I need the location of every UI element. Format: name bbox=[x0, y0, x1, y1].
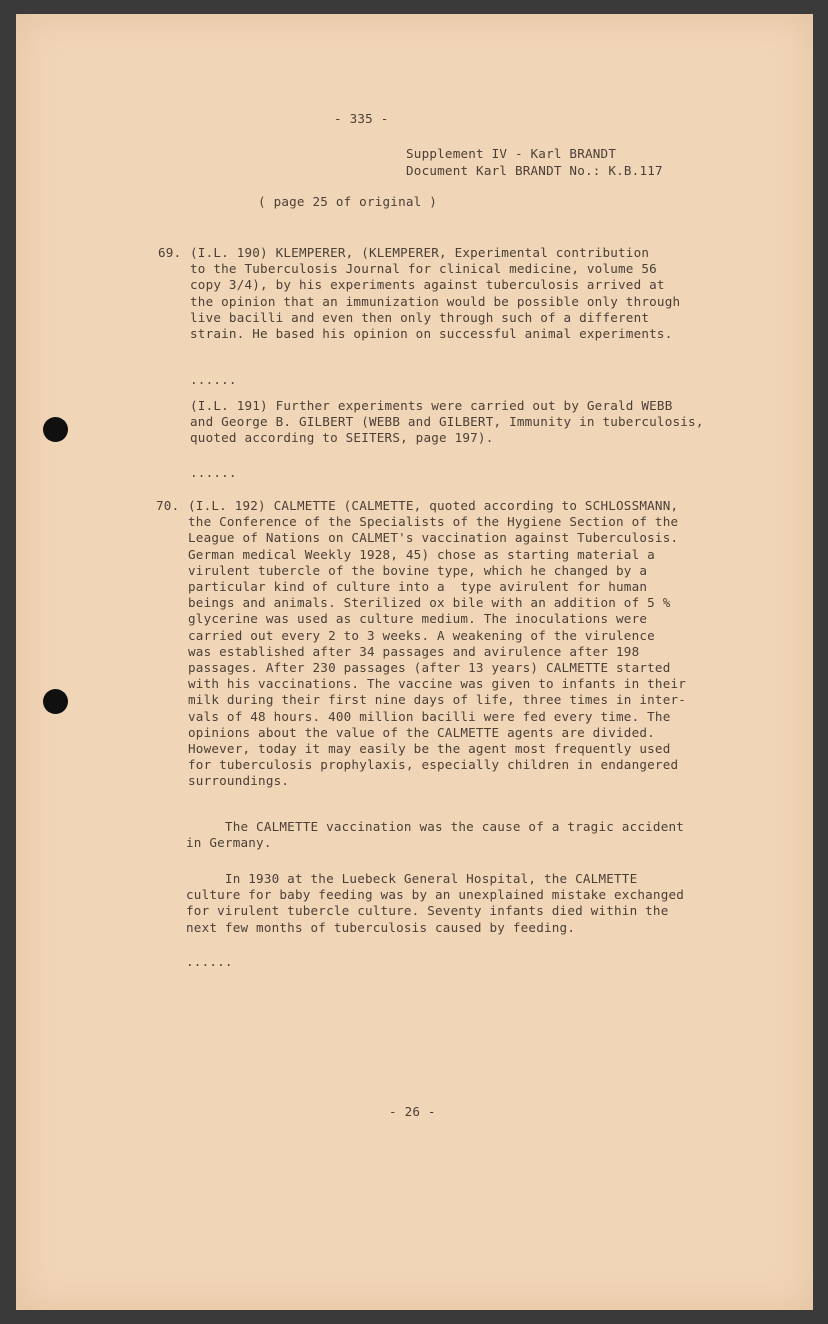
paragraph-line: milk during their first nine days of life, three times in inter- bbox=[188, 692, 687, 708]
paragraph-line: glycerine was used as culture medium. The inoculations were bbox=[188, 611, 648, 627]
paragraph-line: the Conference of the Specialists of the Hygiene Section of the bbox=[188, 514, 679, 530]
ellipsis: ...... bbox=[186, 954, 233, 969]
paragraph-line: vals of 48 hours. 400 million bacilli were fed every time. The bbox=[188, 708, 671, 724]
paragraph-line: passages. After 230 passages (after 13 years) CALMETTE started bbox=[188, 660, 671, 676]
supplement-heading: Supplement IV - Karl BRANDT bbox=[406, 146, 617, 161]
paragraph-line: The CALMETTE vaccination was the cause of a tragic accident bbox=[186, 819, 685, 834]
paragraph-line: culture for baby feeding was by an unexplained mistake exchanged bbox=[186, 887, 685, 903]
ellipsis: ...... bbox=[190, 465, 237, 480]
paragraph-line: to the Tuberculosis Journal for clinical medicine, volume 56 bbox=[190, 261, 657, 277]
paragraph-line: In 1930 at the Luebeck General Hospital, the CALMETTE bbox=[186, 871, 638, 886]
paragraph-line: German medical Weekly 1928, 45) chose as starting material a bbox=[188, 546, 655, 562]
document-reference: Document Karl BRANDT No.: K.B.117 bbox=[406, 163, 663, 178]
paragraph-line: League of Nations on CALMET's vaccination against Tuberculosis. bbox=[188, 530, 679, 546]
paragraph-line: quoted according to SEITERS, page 197). bbox=[190, 430, 494, 446]
paragraph-line: live bacilli and even then only through such of a different bbox=[190, 309, 650, 325]
original-page-reference: ( page 25 of original ) bbox=[258, 194, 437, 209]
item-69-paragraph bbox=[190, 245, 680, 342]
document-page bbox=[16, 14, 813, 1310]
calmette-accident-paragraph bbox=[186, 819, 684, 851]
paragraph-line: the opinion that an immunization would be possible only through bbox=[190, 293, 681, 309]
luebeck-paragraph bbox=[186, 871, 684, 936]
paragraph-line: surroundings. bbox=[188, 773, 290, 789]
paragraph-line: (I.L. 190) KLEMPERER, (KLEMPERER, Experimental contribution bbox=[190, 245, 650, 260]
paragraph-line: strain. He based his opinion on successful animal experiments. bbox=[190, 326, 673, 342]
item-70-paragraph bbox=[188, 498, 686, 790]
paragraph-line: and George B. GILBERT (WEBB and GILBERT, Immunity in tuberculosis, bbox=[190, 414, 704, 430]
paragraph-line: particular kind of culture into a type avirulent for human bbox=[188, 579, 648, 595]
paragraph-line: with his vaccinations. The vaccine was given to infants in their bbox=[188, 676, 687, 692]
punch-hole bbox=[43, 417, 68, 442]
item-number-70: 70. bbox=[156, 498, 180, 513]
paragraph-line: carried out every 2 to 3 weeks. A weakening of the virulence bbox=[188, 627, 655, 643]
item-69-continuation bbox=[190, 398, 704, 447]
item-number-69: 69. bbox=[158, 245, 182, 260]
paragraph-line: However, today it may easily be the agent most frequently used bbox=[188, 741, 671, 757]
paragraph-line: was established after 34 passages and avirulence after 198 bbox=[188, 643, 640, 659]
punch-hole bbox=[43, 689, 68, 714]
paragraph-line: for virulent tubercle culture. Seventy infants died within the bbox=[186, 903, 669, 919]
paragraph-line: (I.L. 192) CALMETTE (CALMETTE, quoted according to SCHLOSSMANN, bbox=[188, 498, 679, 513]
paragraph-line: next few months of tuberculosis caused by feeding. bbox=[186, 919, 576, 935]
paragraph-line: virulent tubercle of the bovine type, which he changed by a bbox=[188, 562, 648, 578]
paragraph-line: copy 3/4), by his experiments against tuberculosis arrived at bbox=[190, 277, 665, 293]
ellipsis: ...... bbox=[190, 372, 237, 387]
paragraph-line: beings and animals. Sterilized ox bile with an addition of 5 % bbox=[188, 595, 671, 611]
top-page-number: - 335 - bbox=[334, 111, 389, 126]
paragraph-line: for tuberculosis prophylaxis, especially children in endangered bbox=[188, 757, 679, 773]
paragraph-line: in Germany. bbox=[186, 835, 272, 851]
paragraph-line: opinions about the value of the CALMETTE agents are divided. bbox=[188, 724, 655, 740]
paragraph-line: (I.L. 191) Further experiments were carried out by Gerald WEBB bbox=[190, 398, 673, 413]
bottom-page-number: - 26 - bbox=[389, 1104, 436, 1119]
